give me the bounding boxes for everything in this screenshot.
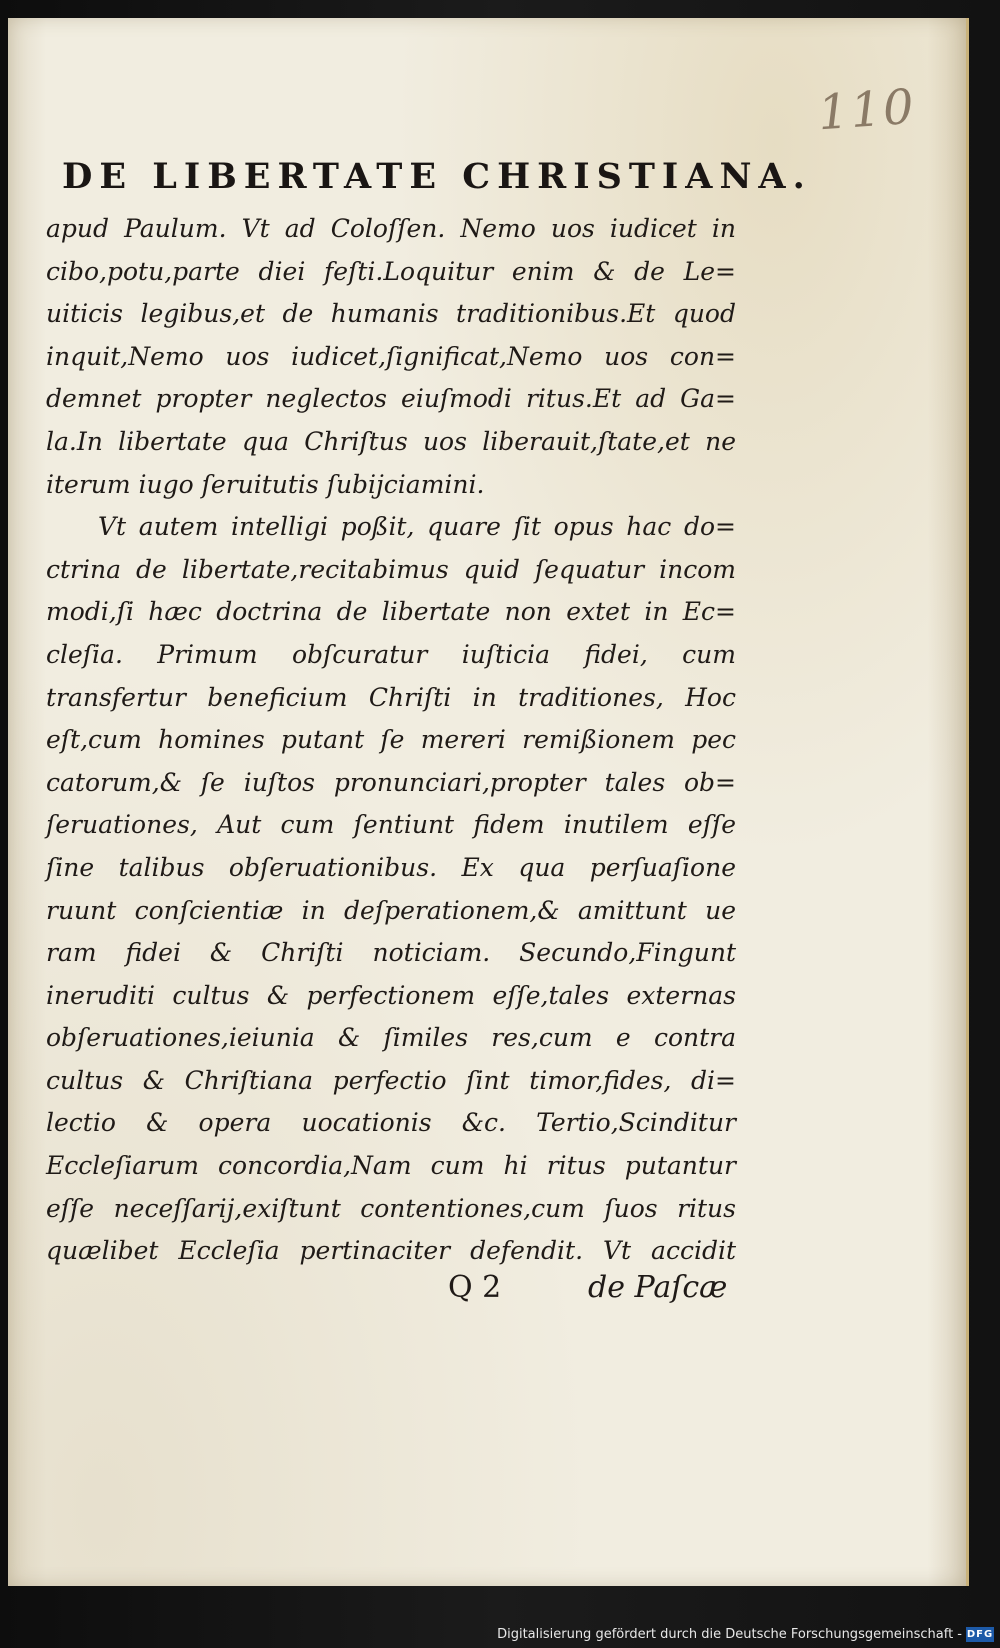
digitization-credit: Digitalisierung gefördert durch die Deutsche Forschungsgemeinschaft - (497, 1627, 962, 1642)
text-line: eſſe neceſſarij,exiſtunt contentiones,cum ſuos ritus (46, 1193, 736, 1223)
catchword: de Paſcæ (588, 1270, 728, 1305)
text-line: la.In libertate qua Chriſtus uos liberauit,ſtate,et ne (46, 426, 736, 456)
text-line: ſeruationes, Aut cum ſentiunt fidem inutilem eſſe (46, 810, 736, 840)
text-line: Vt autem intelligi poßit, quare ſit opus hac do= (98, 512, 736, 542)
text-line: modi,ſi hæc doctrina de libertate non extet in Ec= (46, 597, 736, 627)
book-page (8, 18, 969, 1586)
dfg-logo-icon: DFG (966, 1629, 994, 1640)
text-line: eſt,cum homines putant ſe mereri remißionem pec (46, 725, 736, 755)
text-line: lectio & opera uocationis &c. Tertio,Scinditur (46, 1108, 736, 1138)
text-line: cultus & Chriſtiana perfectio ſint timor,fides, di= (46, 1065, 736, 1095)
text-line: cleſia. Primum obſcuratur iuſticia fidei, cum (46, 639, 736, 669)
text-line: transfertur beneficium Chriſti in traditiones, Hoc (46, 682, 736, 712)
text-line: obſeruationes,ieiunia & ſimiles res,cum e contra (46, 1023, 736, 1053)
page-footer (8, 1270, 1000, 1318)
text-line: quælibet Eccleſia pertinaciter defendit. Vt accidit (46, 1236, 736, 1266)
text-line: apud Paulum. Vt ad Coloſſen. Nemo uos iudicet in (46, 214, 736, 243)
text-line: ſine talibus obſeruationibus. Ex qua perſuaſione (46, 852, 736, 882)
signature-mark: Q 2 (448, 1270, 502, 1305)
running-head: DE LIBERTATE CHRISTIANA. (62, 156, 812, 197)
text-line: ineruditi cultus & perfectionem eſſe,tales externas (46, 980, 736, 1010)
text-line: Eccleſiarum concordia,Nam cum hi ritus putantur (46, 1151, 736, 1181)
digitization-credit-bar (0, 1622, 1000, 1648)
text-line: ruunt conſcientiæ in deſperationem,& amittunt ue (46, 895, 736, 925)
text-line: catorum,& ſe iuſtos pronunciari,propter tales ob= (46, 767, 736, 797)
text-line: ctrina de libertate,recitabimus quid ſequatur incom (46, 554, 736, 584)
text-line: inquit,Nemo uos iudicet,ſignificat,Nemo uos con= (46, 341, 736, 371)
text-line: uiticis legibus,et de humanis traditionibus.Et quod (46, 299, 736, 329)
folio-number: 110 (816, 78, 918, 142)
text-line: iterum iugo ſeruitutis ſubijciamini. (46, 469, 485, 499)
text-line: demnet propter neglectos eiuſmodi ritus.Et ad Ga= (46, 384, 736, 414)
text-line: ram fidei & Chriſti noticiam. Secundo,Fingunt (46, 938, 736, 968)
text-line: cibo,potu,parte diei feſti.Loquitur enim & de Le= (46, 256, 736, 286)
body-text (46, 208, 736, 1273)
